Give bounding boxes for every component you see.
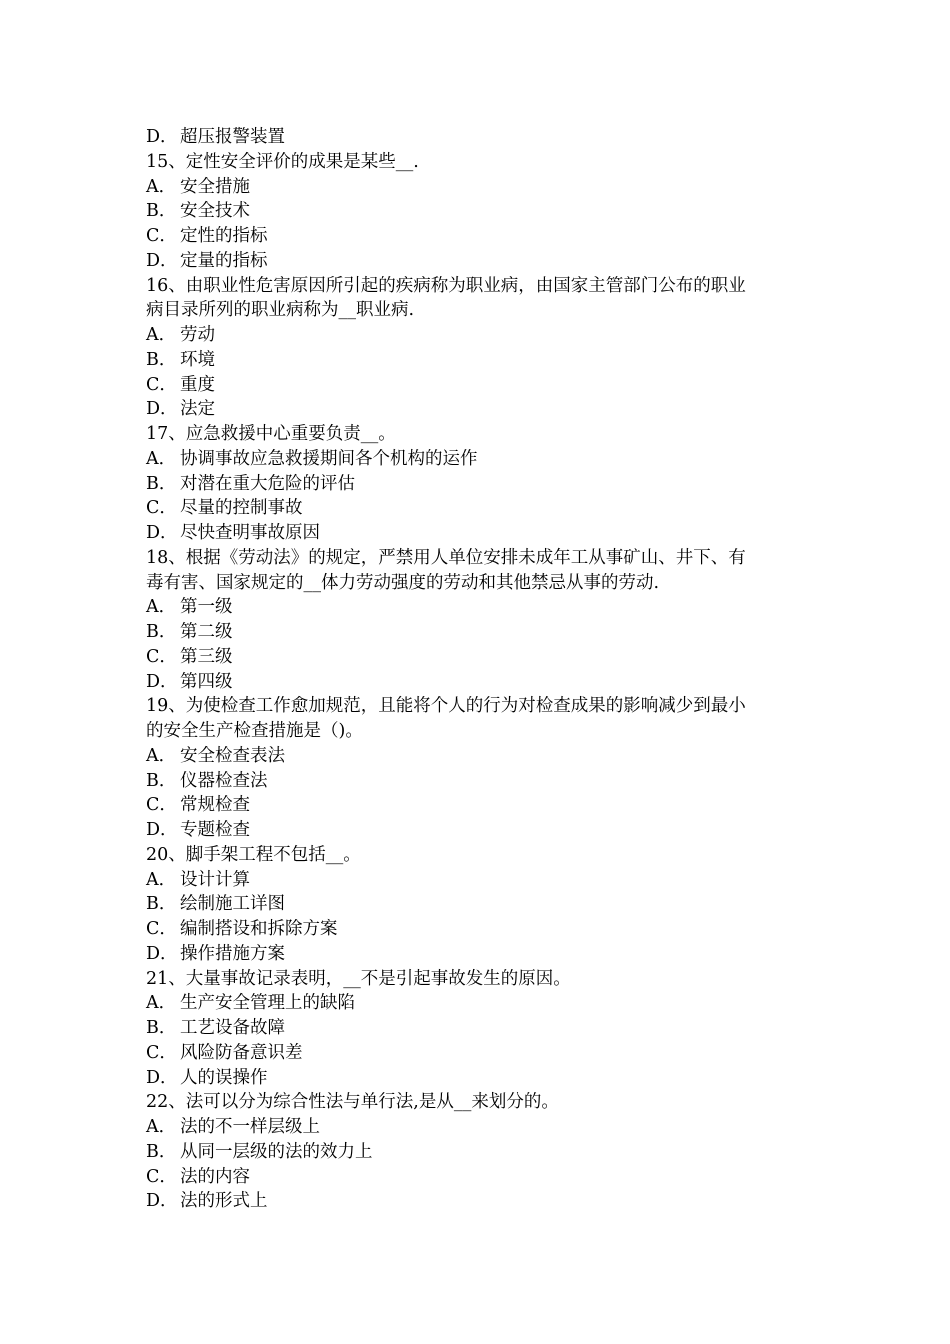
option-text: 绘制施工详图 — [180, 894, 285, 915]
answer-option — [146, 942, 816, 967]
option-text: 第四级 — [180, 671, 233, 692]
option-letter: C． — [146, 795, 177, 816]
option-text: 协调事故应急救援期间各个机构的运作 — [180, 448, 478, 469]
question-text: 21、大量事故记录表明，__不是引起事故发生的原因。 — [146, 968, 571, 989]
answer-option — [146, 249, 816, 274]
option-text: 环境 — [180, 349, 215, 370]
option-letter: A． — [146, 448, 177, 469]
option-letter: D． — [146, 671, 178, 692]
option-text: 定量的指标 — [180, 250, 268, 271]
answer-option — [146, 818, 816, 843]
question-text: 的安全生产检查措施是（)。 — [146, 721, 363, 741]
option-text: 专题检查 — [180, 820, 250, 840]
question-text: 22、法可以分为综合性法与单行法,是从__来划分的。 — [146, 1092, 559, 1113]
option-text: 风险防备意识差 — [180, 1042, 303, 1063]
option-letter: C． — [146, 919, 177, 939]
option-letter: B． — [146, 894, 177, 915]
option-text: 从同一层级的法的效力上 — [180, 1141, 373, 1162]
option-letter: A． — [146, 176, 177, 197]
answer-option — [146, 991, 816, 1016]
answer-option — [146, 521, 816, 546]
answer-option — [146, 868, 816, 893]
answer-option — [146, 670, 816, 695]
answer-option — [146, 769, 816, 794]
answer-option — [146, 472, 816, 497]
option-letter: D． — [146, 1191, 178, 1212]
option-letter: A． — [146, 869, 177, 890]
option-text: 法的形式上 — [180, 1191, 268, 1212]
option-letter: D． — [146, 1067, 178, 1088]
option-letter: D． — [146, 820, 178, 840]
answer-option — [146, 620, 816, 645]
answer-option — [146, 447, 816, 472]
option-letter: C． — [146, 646, 177, 667]
option-letter: B． — [146, 1018, 177, 1038]
option-letter: C． — [146, 1166, 177, 1187]
option-letter: D． — [146, 523, 178, 543]
question-text: 20、脚手架工程不包括__。 — [146, 844, 361, 865]
option-text: 编制搭设和拆除方案 — [180, 919, 338, 939]
answer-option — [146, 793, 816, 818]
answer-option — [146, 397, 816, 422]
question-text: 19、为使检查工作愈加规范，且能将个人的行为对检查成果的影响减少到最小 — [146, 696, 746, 717]
option-text: 法的不一样层级上 — [180, 1117, 320, 1137]
answer-option — [146, 125, 816, 150]
option-letter: D． — [146, 399, 178, 420]
option-text: 尽快查明事故原因 — [180, 523, 320, 543]
answer-option — [146, 323, 816, 348]
answer-option — [146, 1140, 816, 1165]
option-letter: D． — [146, 250, 178, 271]
document-page — [146, 125, 816, 1214]
option-text: 安全技术 — [180, 201, 250, 222]
answer-option — [146, 595, 816, 620]
answer-option — [146, 199, 816, 224]
option-text: 法的内容 — [180, 1166, 250, 1187]
answer-option — [146, 175, 816, 200]
option-letter: A． — [146, 745, 177, 766]
question-text: 16、由职业性危害原因所引起的疾病称为职业病，由国家主管部门公布的职业 — [146, 275, 746, 296]
option-text: 法定 — [180, 399, 215, 420]
option-letter: C． — [146, 498, 177, 519]
option-text: 对潜在重大危险的评估 — [180, 473, 355, 494]
answer-option — [146, 348, 816, 373]
option-letter: B． — [146, 622, 177, 642]
option-text: 第二级 — [180, 622, 233, 642]
option-letter: C． — [146, 1042, 177, 1063]
question-text: 15、定性安全评价的成果是某些__. — [146, 151, 419, 172]
option-letter: C． — [146, 226, 177, 246]
option-text: 第一级 — [180, 597, 233, 618]
answer-option — [146, 1066, 816, 1091]
option-letter: A． — [146, 597, 177, 618]
option-text: 工艺设备故障 — [180, 1018, 285, 1038]
answer-option — [146, 1165, 816, 1190]
answer-option — [146, 917, 816, 942]
option-text: 劳动 — [180, 325, 215, 345]
option-text: 重度 — [180, 374, 215, 395]
option-text: 仪器检查法 — [180, 770, 268, 791]
answer-option — [146, 645, 816, 670]
option-letter: B． — [146, 770, 177, 791]
answer-option — [146, 496, 816, 521]
option-letter: B． — [146, 473, 177, 494]
option-letter: C． — [146, 374, 177, 395]
option-letter: A． — [146, 1117, 177, 1137]
option-text: 生产安全管理上的缺陷 — [180, 993, 355, 1014]
option-text: 设计计算 — [180, 869, 250, 890]
option-letter: B． — [146, 1141, 177, 1162]
option-text: 人的误操作 — [180, 1067, 268, 1088]
question-text: 病目录所列的职业病称为__职业病. — [146, 300, 415, 321]
answer-option — [146, 744, 816, 769]
answer-option — [146, 892, 816, 917]
option-letter: D． — [146, 127, 178, 147]
option-letter: A． — [146, 993, 177, 1014]
option-letter: D． — [146, 943, 178, 964]
option-text: 第三级 — [180, 646, 233, 667]
question-text: 17、应急救援中心重要负责__。 — [146, 424, 396, 444]
option-text: 超压报警装置 — [180, 127, 285, 147]
answer-option — [146, 1115, 816, 1140]
option-text: 安全措施 — [180, 176, 250, 197]
option-text: 常规检查 — [180, 795, 250, 816]
option-text: 安全检查表法 — [180, 745, 285, 766]
option-text: 定性的指标 — [180, 226, 268, 246]
answer-option — [146, 1189, 816, 1214]
answer-option — [146, 1016, 816, 1041]
question-text: 18、根据《劳动法》的规定，严禁用人单位安排未成年工从事矿山、井下、有 — [146, 547, 746, 568]
option-letter: B． — [146, 201, 177, 222]
question-text: 毒有害、国家规定的__体力劳动强度的劳动和其他禁忌从事的劳动. — [146, 572, 660, 593]
answer-option — [146, 1041, 816, 1066]
option-text: 操作措施方案 — [180, 943, 285, 964]
answer-option — [146, 224, 816, 249]
option-letter: A． — [146, 325, 177, 345]
answer-option — [146, 373, 816, 398]
option-letter: B． — [146, 349, 177, 370]
option-text: 尽量的控制事故 — [180, 498, 303, 519]
